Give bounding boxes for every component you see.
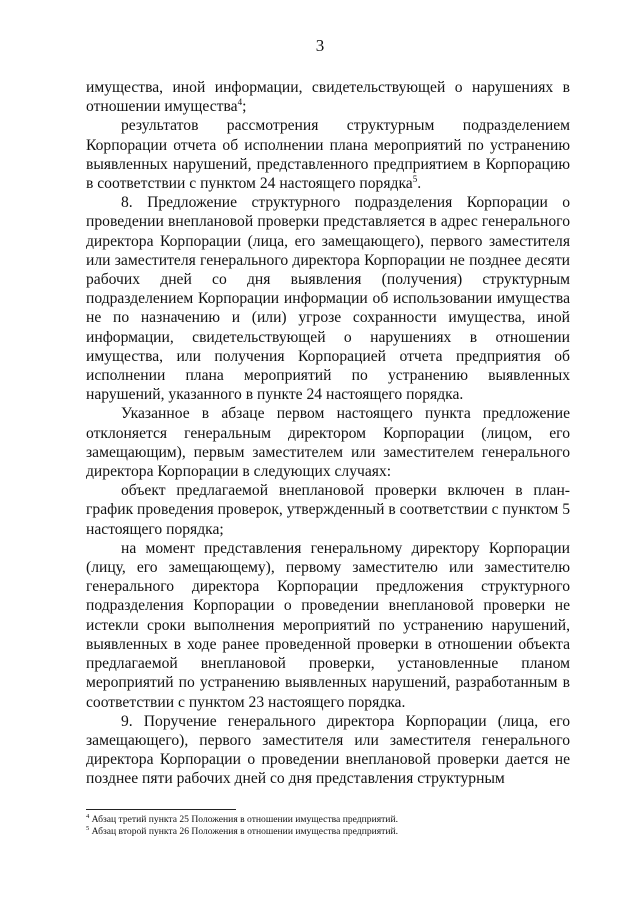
paragraph-tail: . xyxy=(417,175,422,193)
footnote-reference: 5 xyxy=(412,173,418,184)
document-body xyxy=(86,78,570,789)
footnote xyxy=(86,826,570,838)
page-number: 3 xyxy=(315,36,325,55)
paragraph: объект предлагаемой внеплановой проверки включен в план-график проведения проверок, утвержденный в соответствии с пунктом 5 настоящего порядка; xyxy=(86,482,570,538)
paragraph: Указанное в абзаце первом настоящего пункта предложение отклоняется генеральным директором Корпорации (лицом, его замещающим), первым заместителем или заместителем генерального директора Корпорации в следующих случаях: xyxy=(86,405,570,481)
footnote-mark: 4 xyxy=(86,812,90,820)
paragraph-continuation xyxy=(86,78,570,116)
paragraph-text: имущества, иной информации, свидетельствующей о нарушениях в отношении имущества xyxy=(86,79,570,116)
footnotes xyxy=(86,814,570,837)
footnote xyxy=(86,814,570,826)
footnote-reference: 4 xyxy=(237,97,243,108)
paragraph: на момент представления генеральному директору Корпорации (лицу, его замещающему), первому заместителю или заместителю генерального директора Корпорации предложения структурного подразделения Корпорации о проведении внеплановой проверки не истекли сроки выполнения мероприятий по устранению нарушений, выявленных в ходе ранее проведенной проверки в отношении объекта предлагаемой внеплановой проверки, установленные планом мероприятий по устранению выявленных нарушений, разработанным в соответствии с пунктом 23 настоящего порядка. xyxy=(86,539,570,711)
footnote-text: Абзац третий пункта 25 Положения в отношении имущества предприятий. xyxy=(91,814,398,825)
paragraph-text: результатов рассмотрения структурным подразделением Корпорации отчета об исполнении плана мероприятий по устранению выявленных нарушений, представленного предприятием в Корпорацию в соответствии с пунктом 24 настоящего порядка xyxy=(86,117,570,193)
paragraph-item-9: 9. Поручение генерального директора Корпорации (лица, его замещающего), первого заместителя или заместителя генерального директора Корпорации о проведении внеплановой проверки дается не позднее пяти рабочих дней со дня представления структурным xyxy=(86,712,570,788)
footnote-mark: 5 xyxy=(86,824,90,832)
paragraph-tail: ; xyxy=(242,98,247,116)
footnote-separator xyxy=(86,809,236,810)
paragraph xyxy=(86,116,570,193)
footnote-text: Абзац второй пункта 26 Положения в отношении имущества предприятий. xyxy=(91,825,399,837)
paragraph-item-8: 8. Предложение структурного подразделения Корпорации о проведении внеплановой проверки представляется в адрес генерального директора Корпорации (лица, его замещающего), первого заместителя или заместителя генерального директора Корпорации не позднее десяти рабочих дней со дня выявления (получения) структурным подразделением Корпорации информации об использовании имущества не по назначению и (или) угрозе сохранности имущества, иной информации, свидетельствующей о нарушениях в отношении имущества, или получения Корпорацией отчета предприятия об исполнении плана мероприятий по устранению выявленных нарушений, указанного в пункте 24 настоящего порядка. xyxy=(86,194,570,404)
